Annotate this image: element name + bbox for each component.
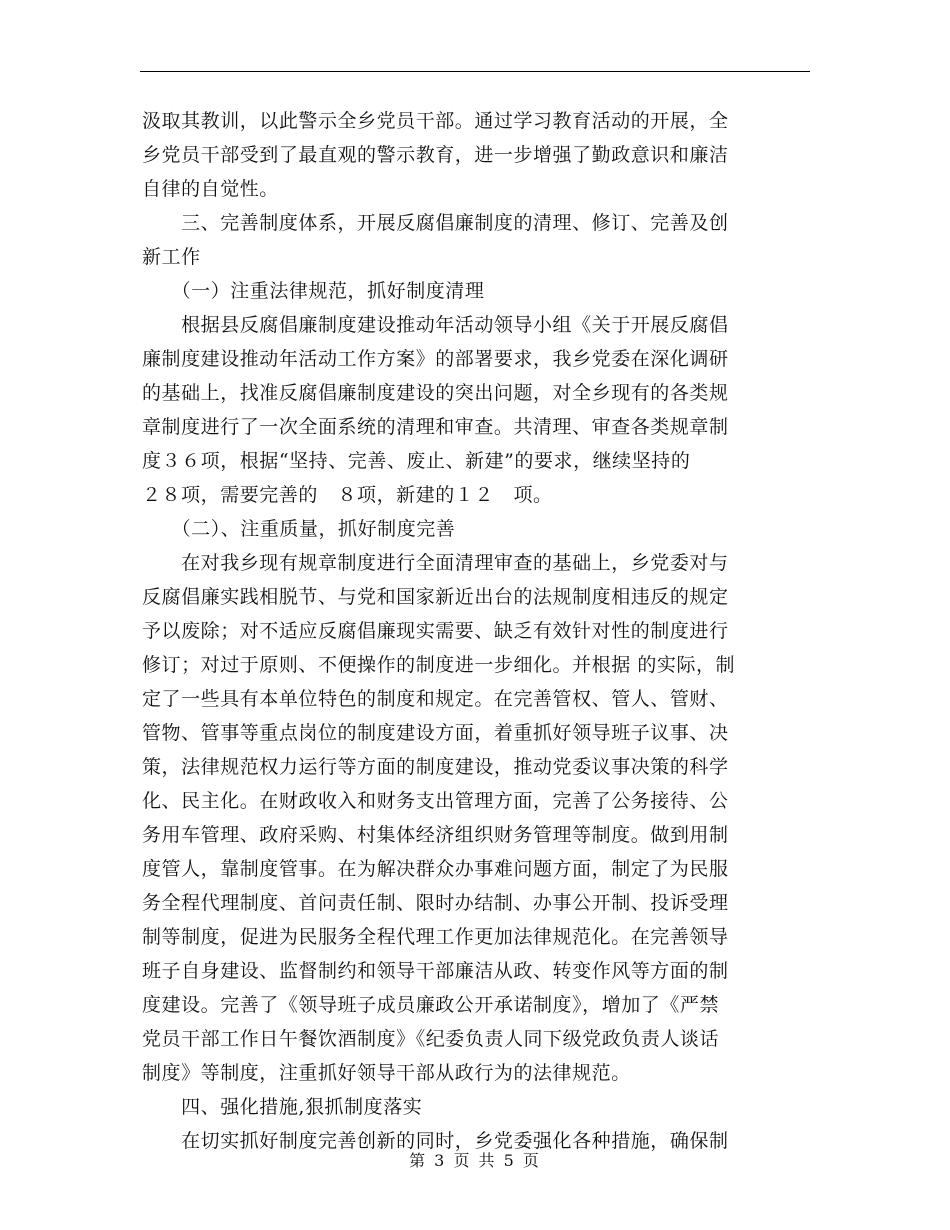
text-line: ２８项，需要完善的 ８项，新建的１２ 项。	[142, 484, 553, 506]
text-line: 度３６项，根据“坚持、完善、废止、新建”的要求，继续坚持的	[142, 450, 691, 472]
text-line: 乡党员干部受到了最直观的警示教育，进一步增强了勤政意识和廉洁	[142, 144, 729, 166]
header-rule	[140, 71, 810, 72]
text-line: 予以废除；对不适应反腐倡廉现实需要、缺乏有效针对性的制度进行	[142, 620, 729, 642]
text-line: 度管人，靠制度管事。在为解决群众办事难问题方面，制定了为民服	[142, 858, 729, 880]
text-line: 自律的自觉性。	[142, 178, 279, 200]
section-heading: 三、完善制度体系，开展反腐倡廉制度的清理、修订、完善及创	[142, 212, 729, 234]
text-line: 汲取其教训，以此警示全乡党员干部。通过学习教育活动的开展，全	[142, 110, 729, 132]
text-line: 廉制度建设推动年活动工作方案》的部署要求，我乡党委在深化调研	[142, 348, 729, 370]
text-line: 在对我乡现有规章制度进行全面清理审查的基础上，乡党委对与	[142, 552, 729, 574]
body-text	[142, 104, 810, 1158]
text-line: 根据县反腐倡廉制度建设推动年活动领导小组《关于开展反腐倡	[142, 314, 729, 336]
section-heading: 四、强化措施,狠抓制度落实	[142, 1096, 423, 1118]
text-line: 务全程代理制度、首问责任制、限时办结制、办事公开制、投诉受理	[142, 892, 729, 914]
text-line: 制度》等制度，注重抓好领导干部从政行为的法律规范。	[142, 1062, 631, 1084]
section-heading: 新工作	[142, 246, 201, 268]
text-line: 反腐倡廉实践相脱节、与党和国家新近出台的法规制度相违反的规定	[142, 586, 729, 608]
text-line: 班子自身建设、监督制约和领导干部廉洁从政、转变作风等方面的制	[142, 960, 729, 982]
text-line: 党员干部工作日午餐饮酒制度》《纪委负责人同下级党政负责人谈话	[142, 1028, 720, 1050]
text-line: 章制度进行了一次全面系统的清理和审查。共清理、审查各类规章制	[142, 416, 729, 438]
text-line: 制等制度，促进为民服务全程代理工作更加法律规范化。在完善领导	[142, 926, 729, 948]
text-line: 务用车管理、政府采购、村集体经济组织财务管理等制度。做到用制	[142, 824, 729, 846]
text-line: 修订；对过于原则、不便操作的制度进一步细化。并根据 的实际，制	[142, 654, 736, 676]
text-line: 的基础上，找准反腐倡廉制度建设的突出问题，对全乡现有的各类规	[142, 382, 729, 404]
text-line: 化、民主化。在财政收入和财务支出管理方面，完善了公务接待、公	[142, 790, 729, 812]
subsection-heading: （一）注重法律规范，抓好制度清理	[142, 280, 485, 302]
text-line: 策，法律规范权力运行等方面的制度建设，推动党委议事决策的科学	[142, 756, 729, 778]
text-line: 管物、管事等重点岗位的制度建设方面，着重抓好领导班子议事、决	[142, 722, 729, 744]
page-number: 第 3 页 共 5 页	[409, 1151, 541, 1170]
text-line: 在切实抓好制度完善创新的同时，乡党委强化各种措施，确保制	[142, 1130, 729, 1152]
text-line: 度建设。完善了《领导班子成员廉政公开承诺制度》，增加了《严禁	[142, 994, 720, 1016]
text-line: 定了一些具有本单位特色的制度和规定。在完善管权、管人、管财、	[142, 688, 729, 710]
subsection-heading: （二）、注重质量，抓好制度完善	[142, 518, 456, 540]
